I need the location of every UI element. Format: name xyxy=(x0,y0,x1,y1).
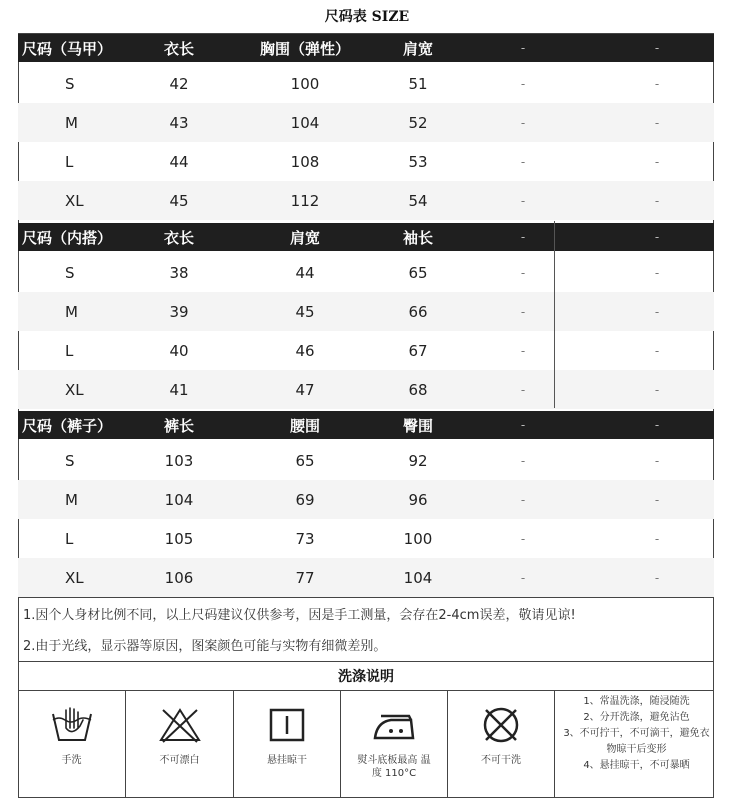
header-col4: - xyxy=(520,418,526,432)
header-col3: 肩宽 xyxy=(402,39,433,58)
table-row xyxy=(18,142,714,181)
header-col1: 衣长 xyxy=(163,39,194,58)
value-cell: 69 xyxy=(295,490,315,509)
value-cell: - xyxy=(654,343,660,358)
header-size: 尺码（马甲） xyxy=(22,39,113,58)
wash-item xyxy=(126,690,234,798)
table-row xyxy=(18,331,714,370)
value-cell: 112 xyxy=(290,191,320,210)
size-cell: S xyxy=(65,263,75,282)
size-cell: M xyxy=(65,113,78,132)
value-cell: 53 xyxy=(408,152,428,171)
value-cell: - xyxy=(654,154,660,169)
value-cell: 108 xyxy=(290,152,320,171)
no-dry-clean-icon xyxy=(476,704,526,746)
table-row xyxy=(18,519,714,558)
value-cell: 43 xyxy=(169,113,189,132)
value-cell: 92 xyxy=(408,451,428,470)
wash-instruction: 4、悬挂晾干，不可暴晒 xyxy=(583,760,690,771)
value-cell: 47 xyxy=(295,380,315,399)
wash-icons-row xyxy=(18,690,714,798)
page-title: 尺码表 SIZE xyxy=(324,9,410,25)
header-col5: - xyxy=(654,41,660,55)
value-cell: - xyxy=(654,193,660,208)
header-col5: - xyxy=(654,230,660,244)
value-cell: 66 xyxy=(408,302,428,321)
size-cell: L xyxy=(65,529,74,548)
value-cell: - xyxy=(654,570,660,585)
value-cell: 103 xyxy=(164,451,194,470)
value-cell: 38 xyxy=(169,263,189,282)
table-row xyxy=(18,64,714,103)
value-cell: 100 xyxy=(403,529,433,548)
header-col3: 臀围 xyxy=(402,416,433,435)
note-2: 2.由于光线，显示器等原因，图案颜色可能与实物有细微差别。 xyxy=(23,639,387,654)
wash-instructions xyxy=(555,690,714,798)
value-cell: - xyxy=(654,453,660,468)
value-cell: - xyxy=(520,453,526,468)
hang-dry-icon xyxy=(262,704,312,746)
wash-label: 悬挂晾干 xyxy=(267,755,307,766)
table-row xyxy=(18,253,714,292)
wash-instruction: 1、常温洗涤，随浸随洗 xyxy=(583,696,690,707)
value-cell: - xyxy=(520,304,526,319)
value-cell: - xyxy=(520,265,526,280)
wash-item xyxy=(234,690,341,798)
size-cell: M xyxy=(65,490,78,509)
wash-instruction: 2、分开洗涤，避免沾色 xyxy=(583,712,690,723)
header-col3: 袖长 xyxy=(402,228,433,247)
value-cell: - xyxy=(520,492,526,507)
header-col1: 裤长 xyxy=(163,416,194,435)
value-cell: - xyxy=(520,382,526,397)
wash-item xyxy=(448,690,555,798)
value-cell: - xyxy=(520,570,526,585)
value-cell: - xyxy=(654,382,660,397)
size-cell: XL xyxy=(65,568,84,587)
pants-header-row xyxy=(18,411,714,439)
header-col4: - xyxy=(520,41,526,55)
size-cell: L xyxy=(65,341,74,360)
value-cell: - xyxy=(654,492,660,507)
value-cell: - xyxy=(520,154,526,169)
note-1: 1.因个人身材比例不同，以上尺码建议仅供参考，因是手工测量，会存在2-4cm误差，敬请见谅! xyxy=(23,608,576,623)
hand-wash-icon xyxy=(47,704,97,746)
value-cell: - xyxy=(520,193,526,208)
table-row xyxy=(18,370,714,409)
wash-label: 手洗 xyxy=(61,755,82,766)
value-cell: 104 xyxy=(164,490,194,509)
value-cell: 39 xyxy=(169,302,189,321)
value-cell: 65 xyxy=(295,451,315,470)
value-cell: - xyxy=(654,304,660,319)
value-cell: 44 xyxy=(295,263,315,282)
innerwear-header-row xyxy=(18,223,714,251)
iron-icon xyxy=(369,704,419,746)
value-cell: 67 xyxy=(408,341,428,360)
wash-instruction: 3、不可拧干，不可滴干，避免衣物晾干后变形 xyxy=(563,728,710,755)
header-size: 尺码（裤子） xyxy=(22,416,113,435)
value-cell: 65 xyxy=(408,263,428,282)
value-cell: 68 xyxy=(408,380,428,399)
value-cell: 45 xyxy=(295,302,315,321)
header-col4: - xyxy=(520,230,526,244)
value-cell: - xyxy=(520,76,526,91)
value-cell: 73 xyxy=(295,529,315,548)
value-cell: - xyxy=(520,343,526,358)
table-row xyxy=(18,558,714,597)
size-cell: S xyxy=(65,74,75,93)
wash-title: 洗涤说明 xyxy=(338,669,394,685)
header-col2: 肩宽 xyxy=(289,228,320,247)
no-bleach-icon xyxy=(155,704,205,746)
value-cell: 44 xyxy=(169,152,189,171)
table-row xyxy=(18,441,714,480)
wash-label: 熨斗底板最高 温度 110°C xyxy=(357,755,431,779)
size-cell: S xyxy=(65,451,75,470)
header-col1: 衣长 xyxy=(163,228,194,247)
header-col5: - xyxy=(654,418,660,432)
value-cell: 104 xyxy=(290,113,320,132)
column-divider xyxy=(554,221,555,408)
value-cell: 51 xyxy=(408,74,428,93)
value-cell: - xyxy=(654,265,660,280)
value-cell: 54 xyxy=(408,191,428,210)
size-cell: XL xyxy=(65,380,84,399)
value-cell: 42 xyxy=(169,74,189,93)
header-col2: 胸围（弹性） xyxy=(259,39,350,58)
value-cell: 106 xyxy=(164,568,194,587)
vest-header-row xyxy=(18,34,714,62)
wash-label: 不可漂白 xyxy=(159,755,200,766)
value-cell: - xyxy=(520,115,526,130)
wash-instruction-list xyxy=(555,690,714,774)
value-cell: 77 xyxy=(295,568,315,587)
value-cell: 41 xyxy=(169,380,189,399)
header-size: 尺码（内搭） xyxy=(22,228,113,247)
wash-item xyxy=(341,690,448,798)
header-col2: 腰围 xyxy=(289,416,320,435)
value-cell: 52 xyxy=(408,113,428,132)
value-cell: - xyxy=(654,531,660,546)
wash-label: 不可干洗 xyxy=(481,755,521,766)
divider xyxy=(18,597,714,598)
table-row xyxy=(18,181,714,220)
value-cell: 96 xyxy=(408,490,428,509)
value-cell: 40 xyxy=(169,341,189,360)
value-cell: 45 xyxy=(169,191,189,210)
size-cell: M xyxy=(65,302,78,321)
value-cell: - xyxy=(654,115,660,130)
value-cell: - xyxy=(520,531,526,546)
table-row xyxy=(18,103,714,142)
table-row xyxy=(18,480,714,519)
wash-item xyxy=(18,690,126,798)
value-cell: - xyxy=(654,76,660,91)
value-cell: 104 xyxy=(403,568,433,587)
value-cell: 46 xyxy=(295,341,315,360)
value-cell: 105 xyxy=(164,529,194,548)
size-cell: L xyxy=(65,152,74,171)
table-row xyxy=(18,292,714,331)
value-cell: 100 xyxy=(290,74,320,93)
size-cell: XL xyxy=(65,191,84,210)
